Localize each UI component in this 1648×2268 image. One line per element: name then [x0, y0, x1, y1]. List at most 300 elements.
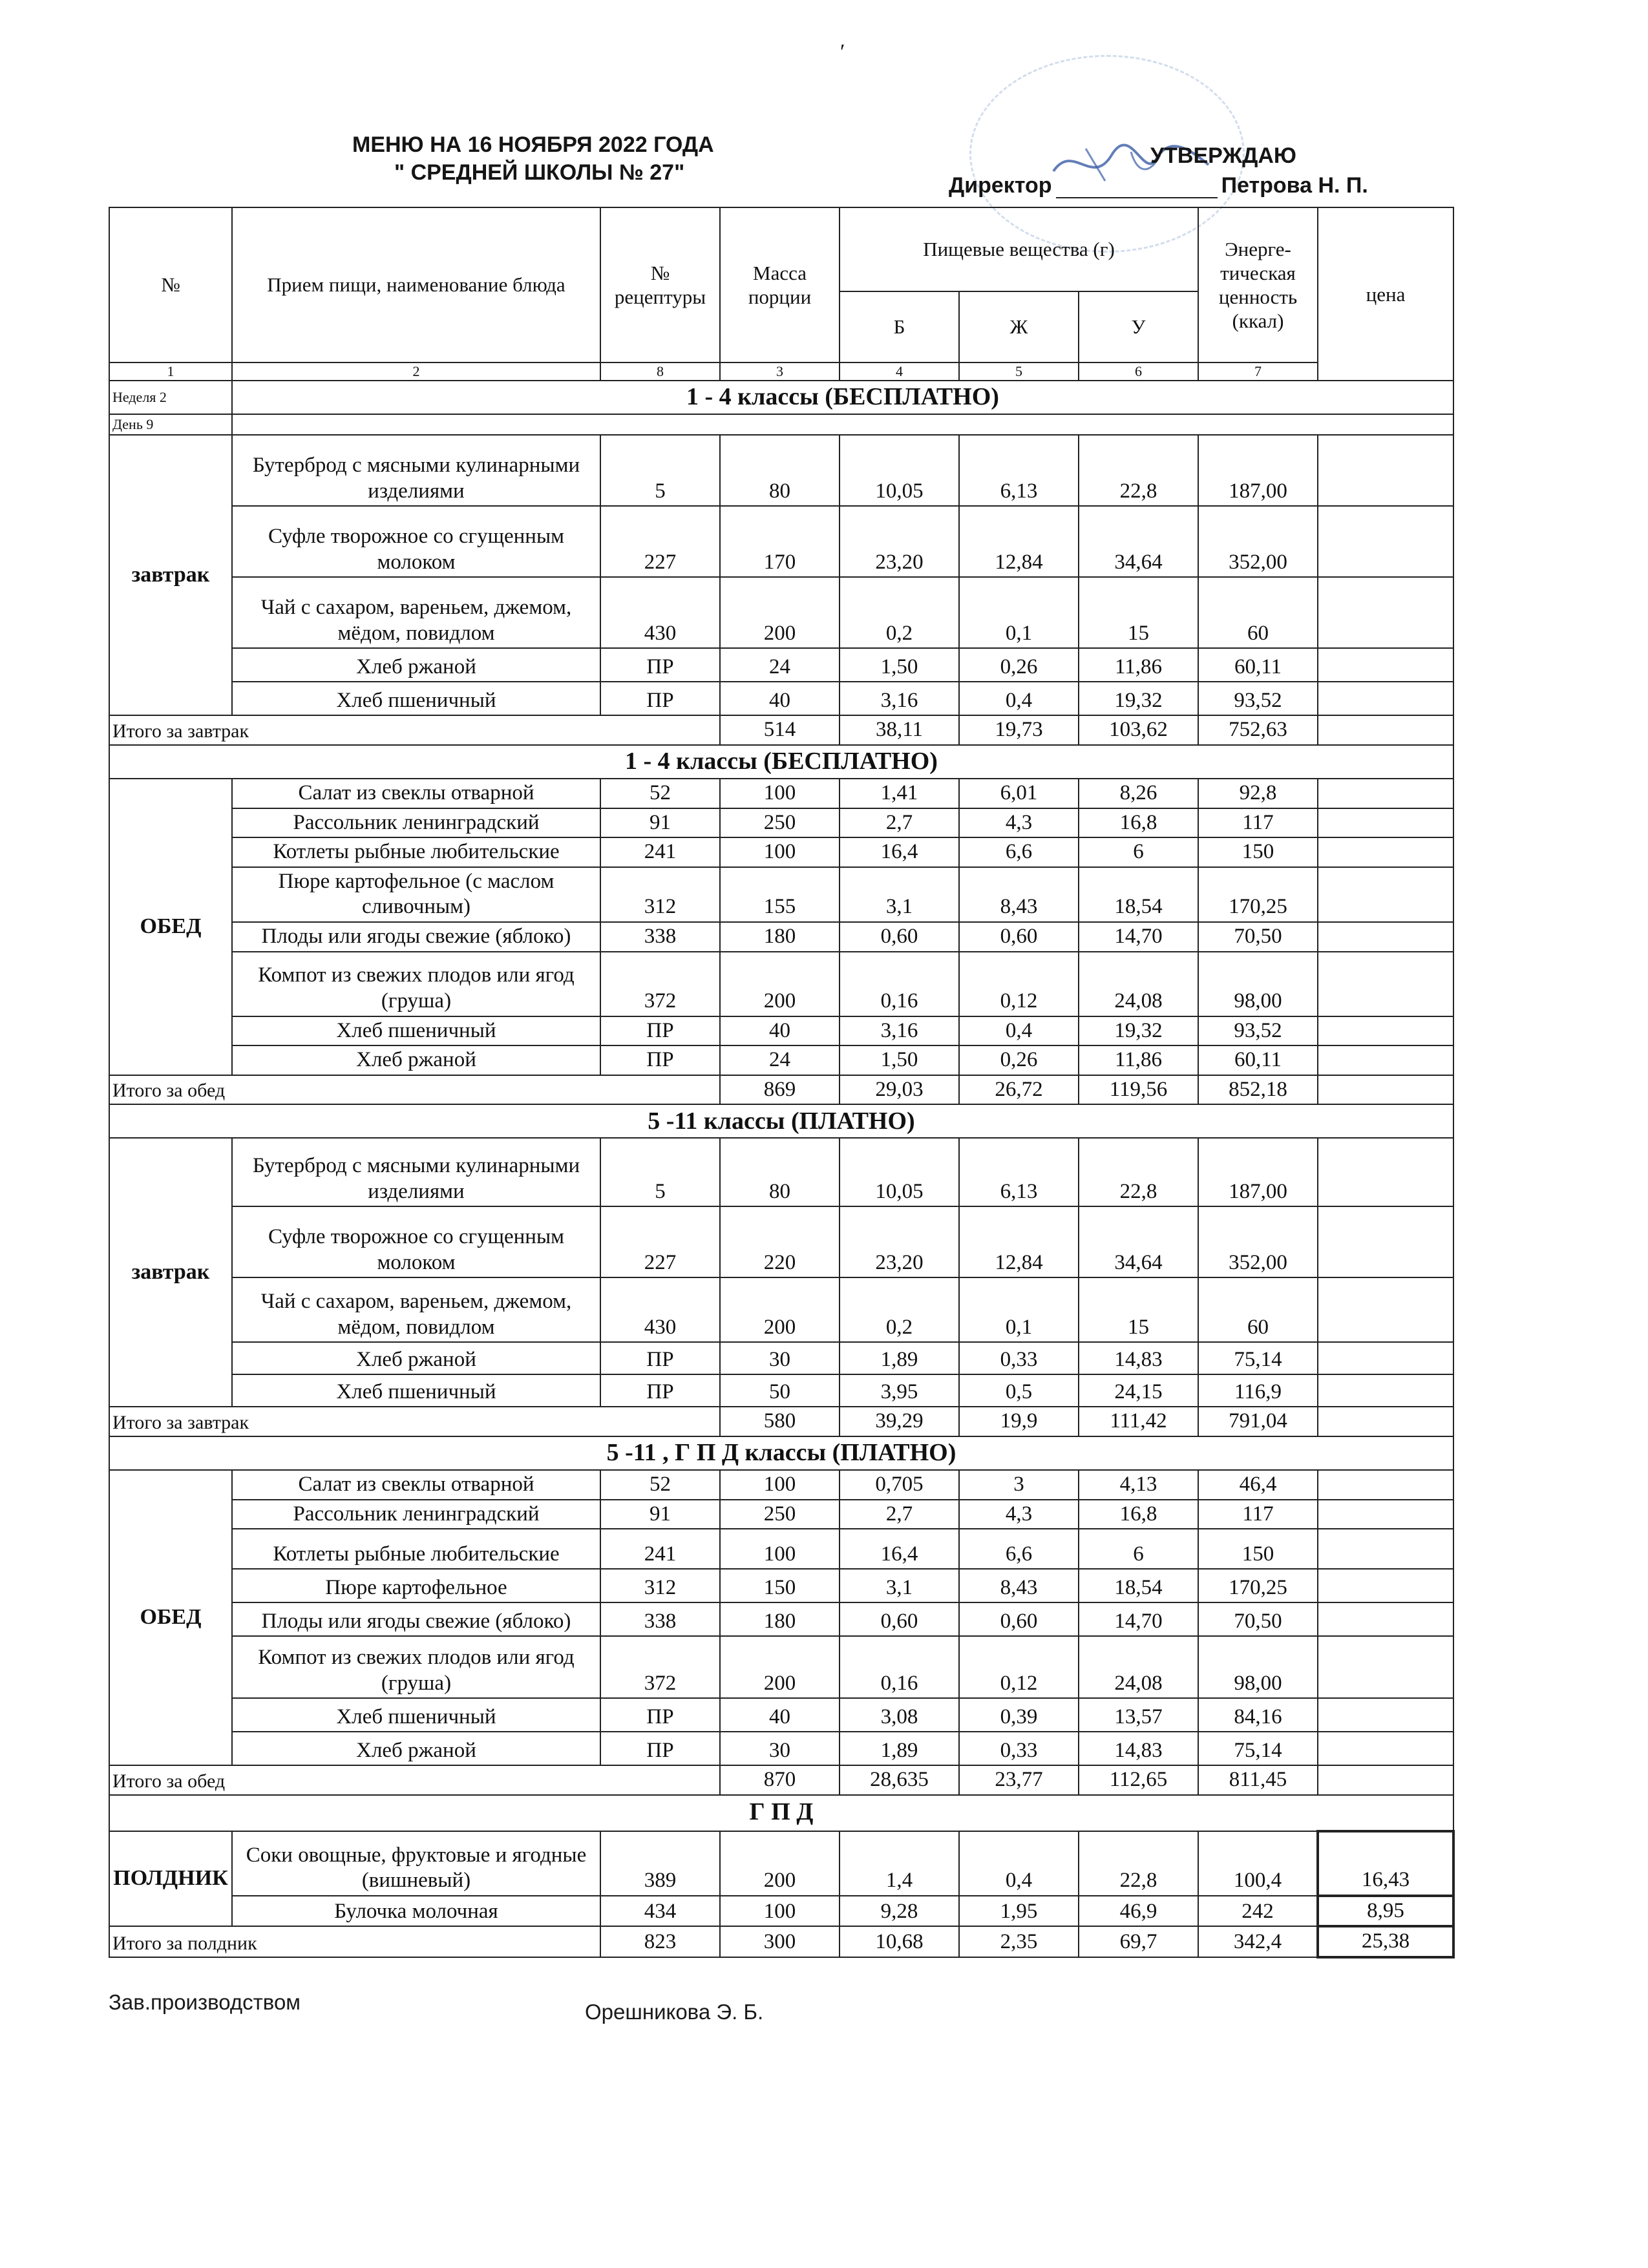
recipe-number: 389: [600, 1831, 720, 1896]
meal-label: ОБЕД: [109, 1470, 232, 1765]
recipe-number: 241: [600, 1529, 720, 1569]
school-name: " СРЕДНЕЙ ШКОЛЫ № 27": [394, 160, 685, 185]
recipe-number: 52: [600, 779, 720, 808]
fat-value: 6,13: [959, 1138, 1079, 1206]
fat-value: 6,01: [959, 779, 1079, 808]
total-energy: 811,45: [1198, 1765, 1318, 1795]
protein-value: 16,4: [840, 837, 959, 867]
portion-mass: 40: [720, 1698, 840, 1732]
total-energy: 752,63: [1198, 715, 1318, 745]
carbs-value: 11,86: [1079, 648, 1198, 682]
recipe-number: 372: [600, 952, 720, 1016]
energy-value: 100,4: [1198, 1831, 1318, 1896]
portion-mass: 40: [720, 1016, 840, 1046]
table-row: [109, 1896, 1453, 1927]
total-price: [1318, 1075, 1453, 1105]
blank-row: [232, 414, 1453, 435]
portion-mass: 250: [720, 1500, 840, 1529]
recipe-number: ПР: [600, 648, 720, 682]
table-row: [109, 1374, 1453, 1407]
meal-label: ПОЛДНИК: [109, 1831, 232, 1927]
total-carbs: 111,42: [1079, 1407, 1198, 1436]
protein-value: 16,4: [840, 1529, 959, 1569]
dish-name: Пюре картофельное: [232, 1569, 600, 1602]
protein-value: 1,41: [840, 779, 959, 808]
protein-value: 3,95: [840, 1374, 959, 1407]
col-index: 1: [109, 362, 232, 381]
price-value: [1318, 1277, 1453, 1342]
table-row: [109, 1138, 1453, 1206]
table-row: [109, 577, 1453, 648]
fat-value: 0,12: [959, 1636, 1079, 1698]
week-label: Неделя 2: [109, 381, 232, 414]
col-index: 5: [959, 362, 1079, 381]
total-price: 25,38: [1318, 1926, 1453, 1957]
protein-value: 3,08: [840, 1698, 959, 1732]
recipe-number: ПР: [600, 682, 720, 715]
protein-value: 3,1: [840, 1569, 959, 1602]
portion-mass: 155: [720, 867, 840, 922]
portion-mass: 100: [720, 779, 840, 808]
price-value: [1318, 1569, 1453, 1602]
dish-name: Рассольник ленинградский: [232, 1500, 600, 1529]
protein-value: 3,1: [840, 867, 959, 922]
total-label: Итого за завтрак: [109, 1407, 720, 1436]
dish-name: Суфле творожное со сгущенным молоком: [232, 1206, 600, 1277]
approve-label: УТВЕРЖДАЮ: [1150, 143, 1296, 168]
energy-value: 242: [1198, 1896, 1318, 1927]
carbs-value: 18,54: [1079, 1569, 1198, 1602]
carbs-value: 19,32: [1079, 682, 1198, 715]
recipe-number: 5: [600, 435, 720, 506]
total-fat: 2,35: [959, 1926, 1079, 1957]
portion-mass: 250: [720, 808, 840, 838]
carbs-value: 34,64: [1079, 506, 1198, 577]
col-nutrients: Пищевые вещества (г): [840, 207, 1198, 291]
carbs-value: 22,8: [1079, 1831, 1198, 1896]
dish-name: Хлеб ржаной: [232, 1732, 600, 1765]
table-row: [109, 1732, 1453, 1765]
total-label: Итого за обед: [109, 1765, 720, 1795]
carbs-value: 22,8: [1079, 1138, 1198, 1206]
carbs-value: 16,8: [1079, 1500, 1198, 1529]
table-row: [109, 648, 1453, 682]
carbs-value: 24,15: [1079, 1374, 1198, 1407]
total-energy: 852,18: [1198, 1075, 1318, 1105]
table-row: [109, 1277, 1453, 1342]
price-value: [1318, 1602, 1453, 1636]
portion-mass: 180: [720, 922, 840, 952]
energy-value: 84,16: [1198, 1698, 1318, 1732]
protein-value: 2,7: [840, 808, 959, 838]
protein-value: 23,20: [840, 506, 959, 577]
col-meal-name: Прием пищи, наименование блюда: [232, 207, 600, 362]
energy-value: 116,9: [1198, 1374, 1318, 1407]
fat-value: 0,60: [959, 1602, 1079, 1636]
recipe-number: 5: [600, 1138, 720, 1206]
fat-value: 0,39: [959, 1698, 1079, 1732]
energy-value: 150: [1198, 1529, 1318, 1569]
recipe-number: 434: [600, 1896, 720, 1927]
energy-value: 352,00: [1198, 506, 1318, 577]
fat-value: 0,1: [959, 577, 1079, 648]
total-label: Итого за обед: [109, 1075, 720, 1105]
portion-mass: 100: [720, 1470, 840, 1500]
carbs-value: 4,13: [1079, 1470, 1198, 1500]
meal-label: завтрак: [109, 435, 232, 715]
carbs-value: 14,83: [1079, 1732, 1198, 1765]
recipe-number: 312: [600, 1569, 720, 1602]
dish-name: Салат из свеклы отварной: [232, 1470, 600, 1500]
total-fat: 26,72: [959, 1075, 1079, 1105]
dish-name: Чай с сахаром, вареньем, джемом, мёдом, повидлом: [232, 1277, 600, 1342]
table-row: [109, 922, 1453, 952]
dish-name: Котлеты рыбные любительские: [232, 837, 600, 867]
col-index: 2: [232, 362, 600, 381]
total-label: Итого за полдник: [109, 1926, 600, 1957]
protein-value: 1,50: [840, 648, 959, 682]
protein-value: 0,16: [840, 1636, 959, 1698]
dish-name: Салат из свеклы отварной: [232, 779, 600, 808]
dish-name: Соки овощные, фруктовые и ягодные (вишневый): [232, 1831, 600, 1896]
total-mass: 300: [720, 1926, 840, 1957]
fat-value: 3: [959, 1470, 1079, 1500]
total-fat: 19,73: [959, 715, 1079, 745]
price-value: [1318, 867, 1453, 922]
table-row: [109, 1529, 1453, 1569]
price-value: [1318, 808, 1453, 838]
recipe-number: 338: [600, 1602, 720, 1636]
energy-value: 117: [1198, 808, 1318, 838]
recipe-number: 227: [600, 506, 720, 577]
dish-name: Хлеб пшеничный: [232, 1374, 600, 1407]
table-row: [109, 779, 1453, 808]
table-row: [109, 1698, 1453, 1732]
protein-value: 3,16: [840, 682, 959, 715]
carbs-value: 46,9: [1079, 1896, 1198, 1927]
col-index: 3: [720, 362, 840, 381]
price-value: [1318, 837, 1453, 867]
portion-mass: 100: [720, 837, 840, 867]
energy-value: 75,14: [1198, 1732, 1318, 1765]
protein-value: 9,28: [840, 1896, 959, 1927]
recipe-number: 338: [600, 922, 720, 952]
production-manager-name: Орешникова Э. Б.: [585, 2000, 764, 2024]
section-title: 1 - 4 классы (БЕСПЛАТНО): [232, 381, 1453, 414]
col-price: цена: [1318, 207, 1453, 381]
total-protein: 10,68: [840, 1926, 959, 1957]
fat-value: 6,13: [959, 435, 1079, 506]
dish-name: Хлеб пшеничный: [232, 1698, 600, 1732]
dish-name: Бутерброд с мясными кулинарными изделиями: [232, 1138, 600, 1206]
table-row: [109, 1602, 1453, 1636]
price-value: [1318, 1470, 1453, 1500]
carbs-value: 34,64: [1079, 1206, 1198, 1277]
fat-value: 0,33: [959, 1342, 1079, 1374]
fat-value: 0,5: [959, 1374, 1079, 1407]
protein-value: 0,60: [840, 1602, 959, 1636]
price-value: [1318, 1342, 1453, 1374]
section-title: 5 -11 , Г П Д классы (ПЛАТНО): [109, 1436, 1453, 1470]
portion-mass: 220: [720, 1206, 840, 1277]
table-row: [109, 952, 1453, 1016]
dish-name: Плоды или ягоды свежие (яблоко): [232, 922, 600, 952]
dish-name: Хлеб ржаной: [232, 1342, 600, 1374]
recipe-number: 227: [600, 1206, 720, 1277]
carbs-value: 11,86: [1079, 1045, 1198, 1075]
table-row: [109, 1569, 1453, 1602]
dish-name: Компот из свежих плодов или ягод (груша): [232, 952, 600, 1016]
total-mass: 514: [720, 715, 840, 745]
recipe-number: 312: [600, 867, 720, 922]
recipe-number: ПР: [600, 1732, 720, 1765]
dish-name: Чай с сахаром, вареньем, джемом, мёдом, повидлом: [232, 577, 600, 648]
price-value: [1318, 1698, 1453, 1732]
total-row: [109, 1407, 1453, 1436]
energy-value: 60: [1198, 1277, 1318, 1342]
recipe-number: ПР: [600, 1016, 720, 1046]
total-price: [1318, 715, 1453, 745]
fat-value: 8,43: [959, 867, 1079, 922]
fat-value: 0,1: [959, 1277, 1079, 1342]
energy-value: 93,52: [1198, 1016, 1318, 1046]
dish-name: Плоды или ягоды свежие (яблоко): [232, 1602, 600, 1636]
protein-value: 10,05: [840, 435, 959, 506]
col-carbs: У: [1079, 291, 1198, 362]
protein-value: 0,60: [840, 922, 959, 952]
portion-mass: 200: [720, 1831, 840, 1896]
dish-name: Пюре картофельное (с маслом сливочным): [232, 867, 600, 922]
menu-table: [109, 207, 1455, 1958]
fat-value: 0,4: [959, 1831, 1079, 1896]
price-value: [1318, 506, 1453, 577]
col-protein: Б: [840, 291, 959, 362]
portion-mass: 200: [720, 952, 840, 1016]
protein-value: 0,2: [840, 577, 959, 648]
energy-value: 170,25: [1198, 867, 1318, 922]
price-value: [1318, 648, 1453, 682]
carbs-value: 6: [1079, 1529, 1198, 1569]
production-manager-label: Зав.производством: [109, 1990, 301, 2014]
fat-value: 12,84: [959, 1206, 1079, 1277]
fat-value: 4,3: [959, 1500, 1079, 1529]
col-fat: Ж: [959, 291, 1079, 362]
dish-name: Бутерброд с мясными кулинарными изделиями: [232, 435, 600, 506]
carbs-value: 22,8: [1079, 435, 1198, 506]
dish-name: Компот из свежих плодов или ягод (груша): [232, 1636, 600, 1698]
director-name: Петрова Н. П.: [1221, 173, 1368, 198]
energy-value: 187,00: [1198, 1138, 1318, 1206]
col-num: №: [109, 207, 232, 362]
price-value: [1318, 1500, 1453, 1529]
fat-value: 8,43: [959, 1569, 1079, 1602]
recipe-number: ПР: [600, 1698, 720, 1732]
price-value: [1318, 1636, 1453, 1698]
energy-value: 70,50: [1198, 922, 1318, 952]
carbs-value: 14,70: [1079, 1602, 1198, 1636]
price-value: [1318, 1529, 1453, 1569]
carbs-value: 14,83: [1079, 1342, 1198, 1374]
portion-mass: 24: [720, 1045, 840, 1075]
dish-name: Котлеты рыбные любительские: [232, 1529, 600, 1569]
portion-mass: 80: [720, 435, 840, 506]
portion-mass: 170: [720, 506, 840, 577]
meal-label: завтрак: [109, 1138, 232, 1407]
fat-value: 0,60: [959, 922, 1079, 952]
director-label: Директор: [949, 173, 1052, 198]
table-row: [109, 1500, 1453, 1529]
total-mass: 870: [720, 1765, 840, 1795]
col-index: 8: [600, 362, 720, 381]
menu-title: МЕНЮ НА 16 НОЯБРЯ 2022 ГОДА: [352, 132, 714, 157]
total-row: [109, 1075, 1453, 1105]
table-row: [109, 1636, 1453, 1698]
carbs-value: 15: [1079, 577, 1198, 648]
protein-value: 1,50: [840, 1045, 959, 1075]
total-label: Итого за завтрак: [109, 715, 720, 745]
portion-mass: 100: [720, 1896, 840, 1927]
col-recipe: № рецептуры: [600, 207, 720, 362]
dish-name: Булочка молочная: [232, 1896, 600, 1927]
director-line: [949, 173, 1368, 198]
fat-value: 4,3: [959, 808, 1079, 838]
energy-value: 46,4: [1198, 1470, 1318, 1500]
carbs-value: 24,08: [1079, 952, 1198, 1016]
total-fat: 23,77: [959, 1765, 1079, 1795]
carbs-value: 15: [1079, 1277, 1198, 1342]
table-row: [109, 1342, 1453, 1374]
carbs-value: 13,57: [1079, 1698, 1198, 1732]
recipe-number: 52: [600, 1470, 720, 1500]
fat-value: 6,6: [959, 837, 1079, 867]
total-carbs: 112,65: [1079, 1765, 1198, 1795]
total-protein: 29,03: [840, 1075, 959, 1105]
portion-mass: 50: [720, 1374, 840, 1407]
recipe-number: 430: [600, 577, 720, 648]
total-energy: 342,4: [1198, 1926, 1318, 1957]
total-carbs: 119,56: [1079, 1075, 1198, 1105]
recipe-number: 430: [600, 1277, 720, 1342]
table-row: [109, 1831, 1453, 1896]
protein-value: 0,2: [840, 1277, 959, 1342]
total-row: [109, 715, 1453, 745]
table-row: [109, 1045, 1453, 1075]
total-recipe: 823: [600, 1926, 720, 1957]
fat-value: 0,12: [959, 952, 1079, 1016]
carbs-value: 14,70: [1079, 922, 1198, 952]
total-price: [1318, 1765, 1453, 1795]
table-row: [109, 808, 1453, 838]
portion-mass: 200: [720, 1277, 840, 1342]
portion-mass: 40: [720, 682, 840, 715]
day-label: День 9: [109, 414, 232, 435]
fat-value: 0,26: [959, 648, 1079, 682]
total-row: [109, 1926, 1453, 1957]
carbs-value: 18,54: [1079, 867, 1198, 922]
fat-value: 0,4: [959, 1016, 1079, 1046]
table-row: [109, 1206, 1453, 1277]
fat-value: 6,6: [959, 1529, 1079, 1569]
energy-value: 352,00: [1198, 1206, 1318, 1277]
total-carbs: 69,7: [1079, 1926, 1198, 1957]
fat-value: 0,33: [959, 1732, 1079, 1765]
section-title: 1 - 4 классы (БЕСПЛАТНО): [109, 745, 1453, 779]
table-row: [109, 1470, 1453, 1500]
section-title: 5 -11 классы (ПЛАТНО): [109, 1104, 1453, 1138]
total-protein: 38,11: [840, 715, 959, 745]
carbs-value: 19,32: [1079, 1016, 1198, 1046]
fat-value: 1,95: [959, 1896, 1079, 1927]
protein-value: 1,4: [840, 1831, 959, 1896]
price-value: [1318, 922, 1453, 952]
total-mass: 869: [720, 1075, 840, 1105]
portion-mass: 80: [720, 1138, 840, 1206]
portion-mass: 150: [720, 1569, 840, 1602]
signature-line: [1056, 197, 1218, 198]
energy-value: 93,52: [1198, 682, 1318, 715]
price-value: [1318, 1045, 1453, 1075]
fat-value: 12,84: [959, 506, 1079, 577]
price-value: [1318, 1138, 1453, 1206]
pen-mark: ′: [840, 40, 845, 64]
recipe-number: ПР: [600, 1045, 720, 1075]
meal-label: ОБЕД: [109, 779, 232, 1075]
price-value: 8,95: [1318, 1896, 1453, 1927]
energy-value: 98,00: [1198, 952, 1318, 1016]
protein-value: 1,89: [840, 1342, 959, 1374]
total-row: [109, 1765, 1453, 1795]
total-mass: 580: [720, 1407, 840, 1436]
fat-value: 0,26: [959, 1045, 1079, 1075]
protein-value: 10,05: [840, 1138, 959, 1206]
table-row: [109, 1016, 1453, 1046]
price-value: [1318, 577, 1453, 648]
price-value: [1318, 682, 1453, 715]
table-row: [109, 682, 1453, 715]
table-row: [109, 506, 1453, 577]
dish-name: Хлеб пшеничный: [232, 1016, 600, 1046]
protein-value: 1,89: [840, 1732, 959, 1765]
dish-name: Хлеб ржаной: [232, 648, 600, 682]
total-carbs: 103,62: [1079, 715, 1198, 745]
carbs-value: 6: [1079, 837, 1198, 867]
recipe-number: 372: [600, 1636, 720, 1698]
energy-value: 70,50: [1198, 1602, 1318, 1636]
energy-value: 75,14: [1198, 1342, 1318, 1374]
col-mass: Масса порции: [720, 207, 840, 362]
portion-mass: 30: [720, 1342, 840, 1374]
carbs-value: 24,08: [1079, 1636, 1198, 1698]
dish-name: Хлеб пшеничный: [232, 682, 600, 715]
fat-value: 0,4: [959, 682, 1079, 715]
carbs-value: 16,8: [1079, 808, 1198, 838]
recipe-number: ПР: [600, 1374, 720, 1407]
energy-value: 60,11: [1198, 648, 1318, 682]
col-index: 4: [840, 362, 959, 381]
portion-mass: 100: [720, 1529, 840, 1569]
energy-value: 92,8: [1198, 779, 1318, 808]
total-price: [1318, 1407, 1453, 1436]
energy-value: 60,11: [1198, 1045, 1318, 1075]
protein-value: 0,16: [840, 952, 959, 1016]
dish-name: Рассольник ленинградский: [232, 808, 600, 838]
energy-value: 98,00: [1198, 1636, 1318, 1698]
total-protein: 28,635: [840, 1765, 959, 1795]
col-index: 6: [1079, 362, 1198, 381]
protein-value: 3,16: [840, 1016, 959, 1046]
recipe-number: 91: [600, 808, 720, 838]
portion-mass: 180: [720, 1602, 840, 1636]
